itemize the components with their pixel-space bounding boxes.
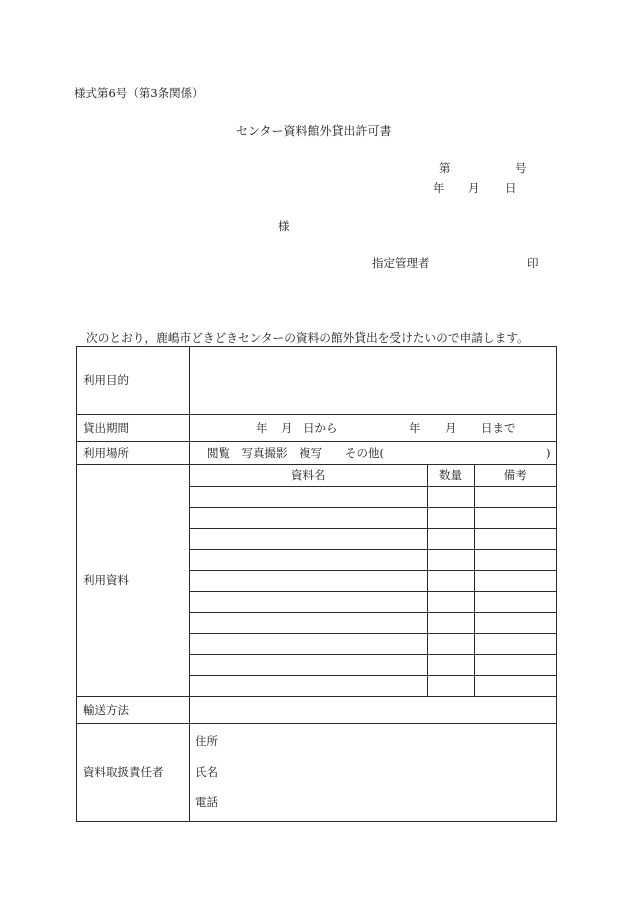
materials-row <box>190 676 556 697</box>
issuer-label: 指定管理者 <box>372 256 430 270</box>
materials-row <box>190 571 556 592</box>
material-name-cell[interactable] <box>190 613 427 634</box>
materials-row <box>190 508 556 529</box>
material-name-cell[interactable] <box>190 529 427 550</box>
period-from-day: 日から <box>303 421 338 435</box>
material-qty-cell[interactable] <box>427 676 474 697</box>
date-year: 年 <box>433 181 445 195</box>
responsible-address-label: 住所 <box>195 734 218 748</box>
material-qty-cell[interactable] <box>427 613 474 634</box>
materials-row <box>190 655 556 676</box>
material-name-cell[interactable] <box>190 592 427 613</box>
material-name-cell[interactable] <box>190 550 427 571</box>
material-notes-cell[interactable] <box>474 550 556 571</box>
seal-mark: 印 <box>527 256 539 270</box>
materials-row <box>190 613 556 634</box>
material-notes-cell[interactable] <box>474 613 556 634</box>
material-notes-cell[interactable] <box>474 676 556 697</box>
period-to-year: 年 <box>409 421 421 435</box>
period-to-month: 月 <box>445 421 457 435</box>
material-qty-cell[interactable] <box>427 655 474 676</box>
material-name-cell[interactable] <box>190 634 427 655</box>
material-name-cell[interactable] <box>190 655 427 676</box>
place-field[interactable] <box>190 442 557 465</box>
date-day: 日 <box>505 181 517 195</box>
material-name-cell[interactable] <box>190 571 427 592</box>
period-label: 貸出期間 <box>77 415 190 442</box>
material-notes-cell[interactable] <box>474 634 556 655</box>
material-notes-cell[interactable] <box>474 655 556 676</box>
intro-text: 次のとおり，鹿嶋市どきどきセンターの資料の館外貸出を受けたいので申請します。 <box>86 331 529 345</box>
material-qty-cell[interactable] <box>427 487 474 508</box>
addressee-suffix: 様 <box>278 219 290 233</box>
material-notes-cell[interactable] <box>474 487 556 508</box>
material-name-cell[interactable] <box>190 487 427 508</box>
material-notes-cell[interactable] <box>474 571 556 592</box>
materials-header-name: 資料名 <box>190 465 427 487</box>
date-month: 月 <box>468 181 480 195</box>
responsible-label: 資料取扱責任者 <box>77 724 190 822</box>
material-qty-cell[interactable] <box>427 550 474 571</box>
responsible-phone-label: 電話 <box>195 795 218 809</box>
materials-row <box>190 487 556 508</box>
materials-header-qty: 数量 <box>427 465 474 487</box>
place-options: 閲覧 写真撮影 複写 その他( <box>207 446 384 460</box>
material-qty-cell[interactable] <box>427 592 474 613</box>
material-notes-cell[interactable] <box>474 529 556 550</box>
material-notes-cell[interactable] <box>474 592 556 613</box>
materials-table <box>190 465 556 696</box>
transport-field[interactable] <box>190 697 557 724</box>
material-qty-cell[interactable] <box>427 508 474 529</box>
materials-row <box>190 550 556 571</box>
material-qty-cell[interactable] <box>427 634 474 655</box>
responsible-name-label: 氏名 <box>195 765 218 779</box>
doc-number-suffix: 号 <box>515 161 527 175</box>
material-qty-cell[interactable] <box>427 529 474 550</box>
transport-label: 輸送方法 <box>77 697 190 724</box>
application-form-table <box>76 346 557 822</box>
materials-row <box>190 592 556 613</box>
material-name-cell[interactable] <box>190 676 427 697</box>
period-field[interactable] <box>190 415 557 442</box>
period-from-year: 年 <box>256 421 268 435</box>
doc-number-prefix: 第 <box>439 161 451 175</box>
place-label: 利用場所 <box>77 442 190 465</box>
material-notes-cell[interactable] <box>474 508 556 529</box>
period-to-day: 日まで <box>481 421 516 435</box>
document-title: センター資料館外貸出許可書 <box>236 124 392 138</box>
material-name-cell[interactable] <box>190 508 427 529</box>
materials-label: 利用資料 <box>77 465 190 697</box>
responsible-field[interactable] <box>190 724 557 822</box>
purpose-label: 利用目的 <box>77 347 190 415</box>
form-number: 様式第6号（第3条関係） <box>74 86 204 100</box>
materials-area <box>190 465 557 697</box>
purpose-field[interactable] <box>190 347 557 415</box>
place-close-paren: ) <box>546 446 551 460</box>
material-qty-cell[interactable] <box>427 571 474 592</box>
materials-header-notes: 備考 <box>474 465 556 487</box>
period-from-month: 月 <box>281 421 293 435</box>
materials-row <box>190 634 556 655</box>
materials-row <box>190 529 556 550</box>
